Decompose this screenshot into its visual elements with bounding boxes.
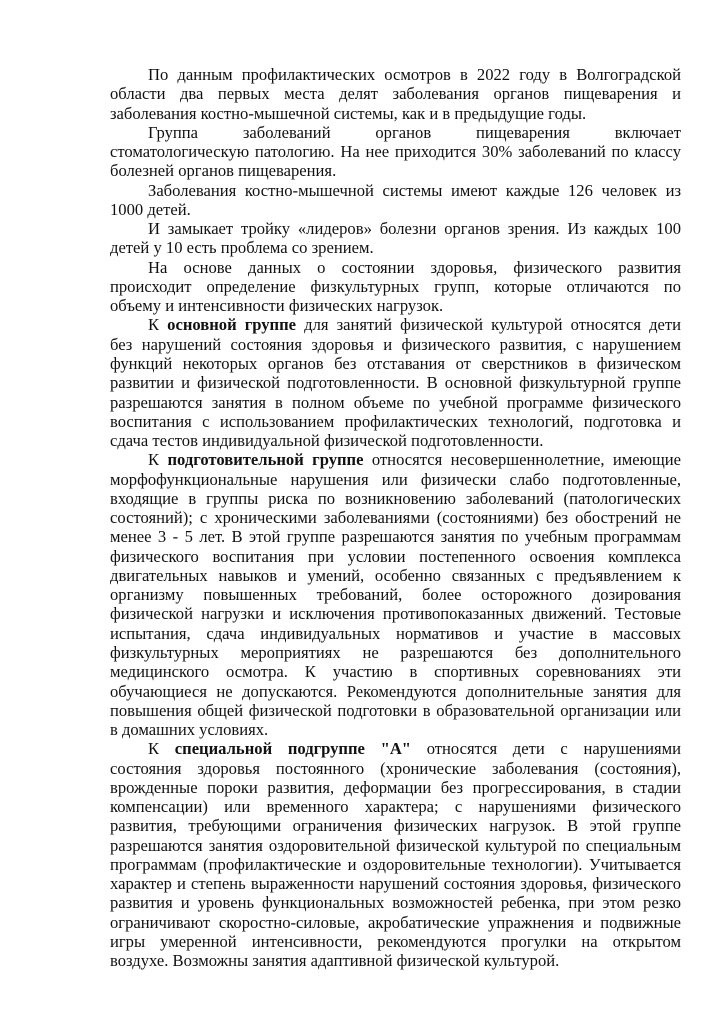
text-segment: медицинского осмотра. К участию в спортивных соревнованиях эти xyxy=(110,662,681,682)
text-line xyxy=(110,759,681,778)
paragraph xyxy=(110,450,681,739)
text-segment: И замыкает тройку «лидеров» болезни органов зрения. Из каждых 100 xyxy=(148,219,681,239)
text-segment: К xyxy=(148,739,175,759)
text-line xyxy=(110,489,681,508)
text-segment: объему и интенсивности физических нагрузок. xyxy=(110,296,444,316)
text-line xyxy=(110,547,681,566)
text-line xyxy=(110,739,681,758)
paragraph xyxy=(110,219,681,258)
text-segment: разрешаются занятия в полном объеме по учебной программе физического xyxy=(110,392,681,412)
text-segment: без нарушений состояния здоровья и физического развития, с нарушением xyxy=(110,334,681,354)
text-line xyxy=(110,508,681,527)
text-segment: игры умеренной интенсивности, рекомендуются прогулки на открытом xyxy=(110,931,681,951)
text-line xyxy=(110,373,681,392)
text-segment: заболевания костно-мышечной системы, как и в предыдущие годы. xyxy=(110,103,587,123)
bold-term: подготовительной группе xyxy=(167,450,364,470)
text-segment: происходит определение физкультурных групп, которые отличаются по xyxy=(110,276,681,296)
text-line xyxy=(110,913,681,932)
text-segment: физического воспитания при условии постепенного освоения комплекса xyxy=(110,546,681,566)
text-segment: К xyxy=(148,450,168,470)
text-line xyxy=(110,393,681,412)
text-line xyxy=(110,932,681,951)
text-segment: организму повышенных требований, более осторожного дозирования xyxy=(110,585,681,605)
text-line xyxy=(110,277,681,296)
text-line xyxy=(110,566,681,585)
text-line xyxy=(110,778,681,797)
paragraph xyxy=(110,181,681,220)
text-line xyxy=(110,951,681,970)
text-segment: развития, требующими ограничения физических нагрузок. В этой группе xyxy=(110,816,681,836)
text-line xyxy=(110,682,681,701)
paragraph xyxy=(110,258,681,316)
text-segment: физкультурных мероприятиях не разрешаются без дополнительного xyxy=(110,642,681,662)
text-segment: входящие в группы риска по возникновению заболеваний (патологических xyxy=(110,488,681,508)
text-segment: разрешаются занятия оздоровительной физической культурой по специальным xyxy=(110,835,681,855)
text-segment: Группа заболеваний органов пищеварения включает xyxy=(148,122,681,142)
text-line xyxy=(110,181,681,200)
text-line xyxy=(110,219,681,238)
text-line xyxy=(110,258,681,277)
text-line xyxy=(110,874,681,893)
text-segment: в домашних условиях. xyxy=(110,720,269,740)
text-line xyxy=(110,585,681,604)
text-segment: относятся дети с нарушениями xyxy=(411,739,682,759)
text-segment: развития и уровень функциональных возможностей ребенка, при этом резко xyxy=(110,893,681,913)
paragraph xyxy=(110,739,681,970)
text-line xyxy=(110,161,681,180)
text-line xyxy=(110,816,681,835)
bold-term: основной группе xyxy=(167,315,297,335)
text-segment: двигательных навыков и умений, особенно связанных с предъявлением к xyxy=(110,565,681,585)
text-segment: менее 3 - 5 лет. В этой группе разрешаются занятия по учебным программам xyxy=(110,527,681,547)
text-segment: для занятий физической культурой относятся дети xyxy=(296,315,682,335)
text-line xyxy=(110,200,681,219)
text-line xyxy=(110,65,681,84)
text-segment: По данным профилактических осмотров в 2022 году в Волгоградской xyxy=(148,65,681,84)
text-segment: функций некоторых органов без отставания от сверстников в физическом xyxy=(110,353,681,373)
text-segment: воздухе. Возможны занятия адаптивной физической культурой. xyxy=(110,951,560,971)
text-line xyxy=(110,296,681,315)
text-line xyxy=(110,123,681,142)
text-segment: сдача тестов индивидуальной физической подготовленности. xyxy=(110,431,544,451)
text-line xyxy=(110,450,681,469)
text-line xyxy=(110,701,681,720)
bold-term: специальной подгруппе "А" xyxy=(174,739,412,759)
text-segment: программам (профилактические и оздоровительные технологии). Учитывается xyxy=(110,854,681,874)
text-segment: 1000 детей. xyxy=(110,199,191,219)
text-segment: физической нагрузки и исключения противопоказанных движений. Тестовые xyxy=(110,604,681,624)
paragraph xyxy=(110,123,681,181)
text-line xyxy=(110,315,681,334)
text-segment: воспитания с использованием профилактических технологий, подготовка и xyxy=(110,411,681,431)
text-line xyxy=(110,84,681,103)
text-segment: относятся несовершеннолетние, имеющие xyxy=(363,450,682,470)
text-segment: повышения общей физической подготовки в образовательной организации или xyxy=(110,700,681,720)
text-line xyxy=(110,797,681,816)
text-segment: К xyxy=(148,315,168,335)
text-segment: На основе данных о состоянии здоровья, физического развития xyxy=(148,257,681,277)
text-segment: морфофункциональные нарушения или физически слабо подготовленные, xyxy=(110,469,681,489)
text-segment: испытания, сдача индивидуальных нормативов и участие в массовых xyxy=(110,623,681,643)
text-line xyxy=(110,604,681,623)
text-line xyxy=(110,893,681,912)
text-line xyxy=(110,855,681,874)
text-segment: болезней органов пищеварения. xyxy=(110,161,337,181)
text-segment: Заболевания костно-мышечной системы имеют каждые 126 человек из xyxy=(148,180,681,200)
text-segment: состояний); с хроническими заболеваниями (состояниями) без обострений не xyxy=(110,508,681,528)
text-line xyxy=(110,104,681,123)
text-segment: обучающиеся не допускаются. Рекомендуются дополнительные занятия для xyxy=(110,681,681,701)
document-body xyxy=(110,65,681,970)
text-segment: состояния здоровья постоянного (хронические заболевания (состояния), xyxy=(110,758,681,778)
text-line xyxy=(110,238,681,257)
text-line xyxy=(110,335,681,354)
text-segment: детей у 10 есть проблема со зрением. xyxy=(110,238,374,258)
text-segment: развитии и физической подготовленности. В основной физкультурной группе xyxy=(110,373,681,393)
text-line xyxy=(110,142,681,161)
text-line xyxy=(110,412,681,431)
text-line xyxy=(110,624,681,643)
text-line xyxy=(110,354,681,373)
text-segment: стоматологическую патологию. На нее приходится 30% заболеваний по классу xyxy=(110,142,681,162)
text-line xyxy=(110,836,681,855)
text-segment: компенсации) или временного характера; с нарушениями физического xyxy=(110,797,681,817)
text-segment: области два первых места делят заболевания органов пищеварения и xyxy=(110,84,681,104)
text-line xyxy=(110,662,681,681)
paragraph xyxy=(110,315,681,450)
text-line xyxy=(110,470,681,489)
text-line xyxy=(110,527,681,546)
paragraph xyxy=(110,65,681,123)
text-line xyxy=(110,431,681,450)
text-line xyxy=(110,720,681,739)
text-segment: врожденные пороки развития, деформации без прогрессирования, в стадии xyxy=(110,777,681,797)
text-line xyxy=(110,643,681,662)
text-segment: характер и степень выраженности нарушений состояния здоровья, физического xyxy=(110,874,681,894)
text-segment: ограничивают скоростно-силовые, акробатические упражнения и подвижные xyxy=(110,912,681,932)
